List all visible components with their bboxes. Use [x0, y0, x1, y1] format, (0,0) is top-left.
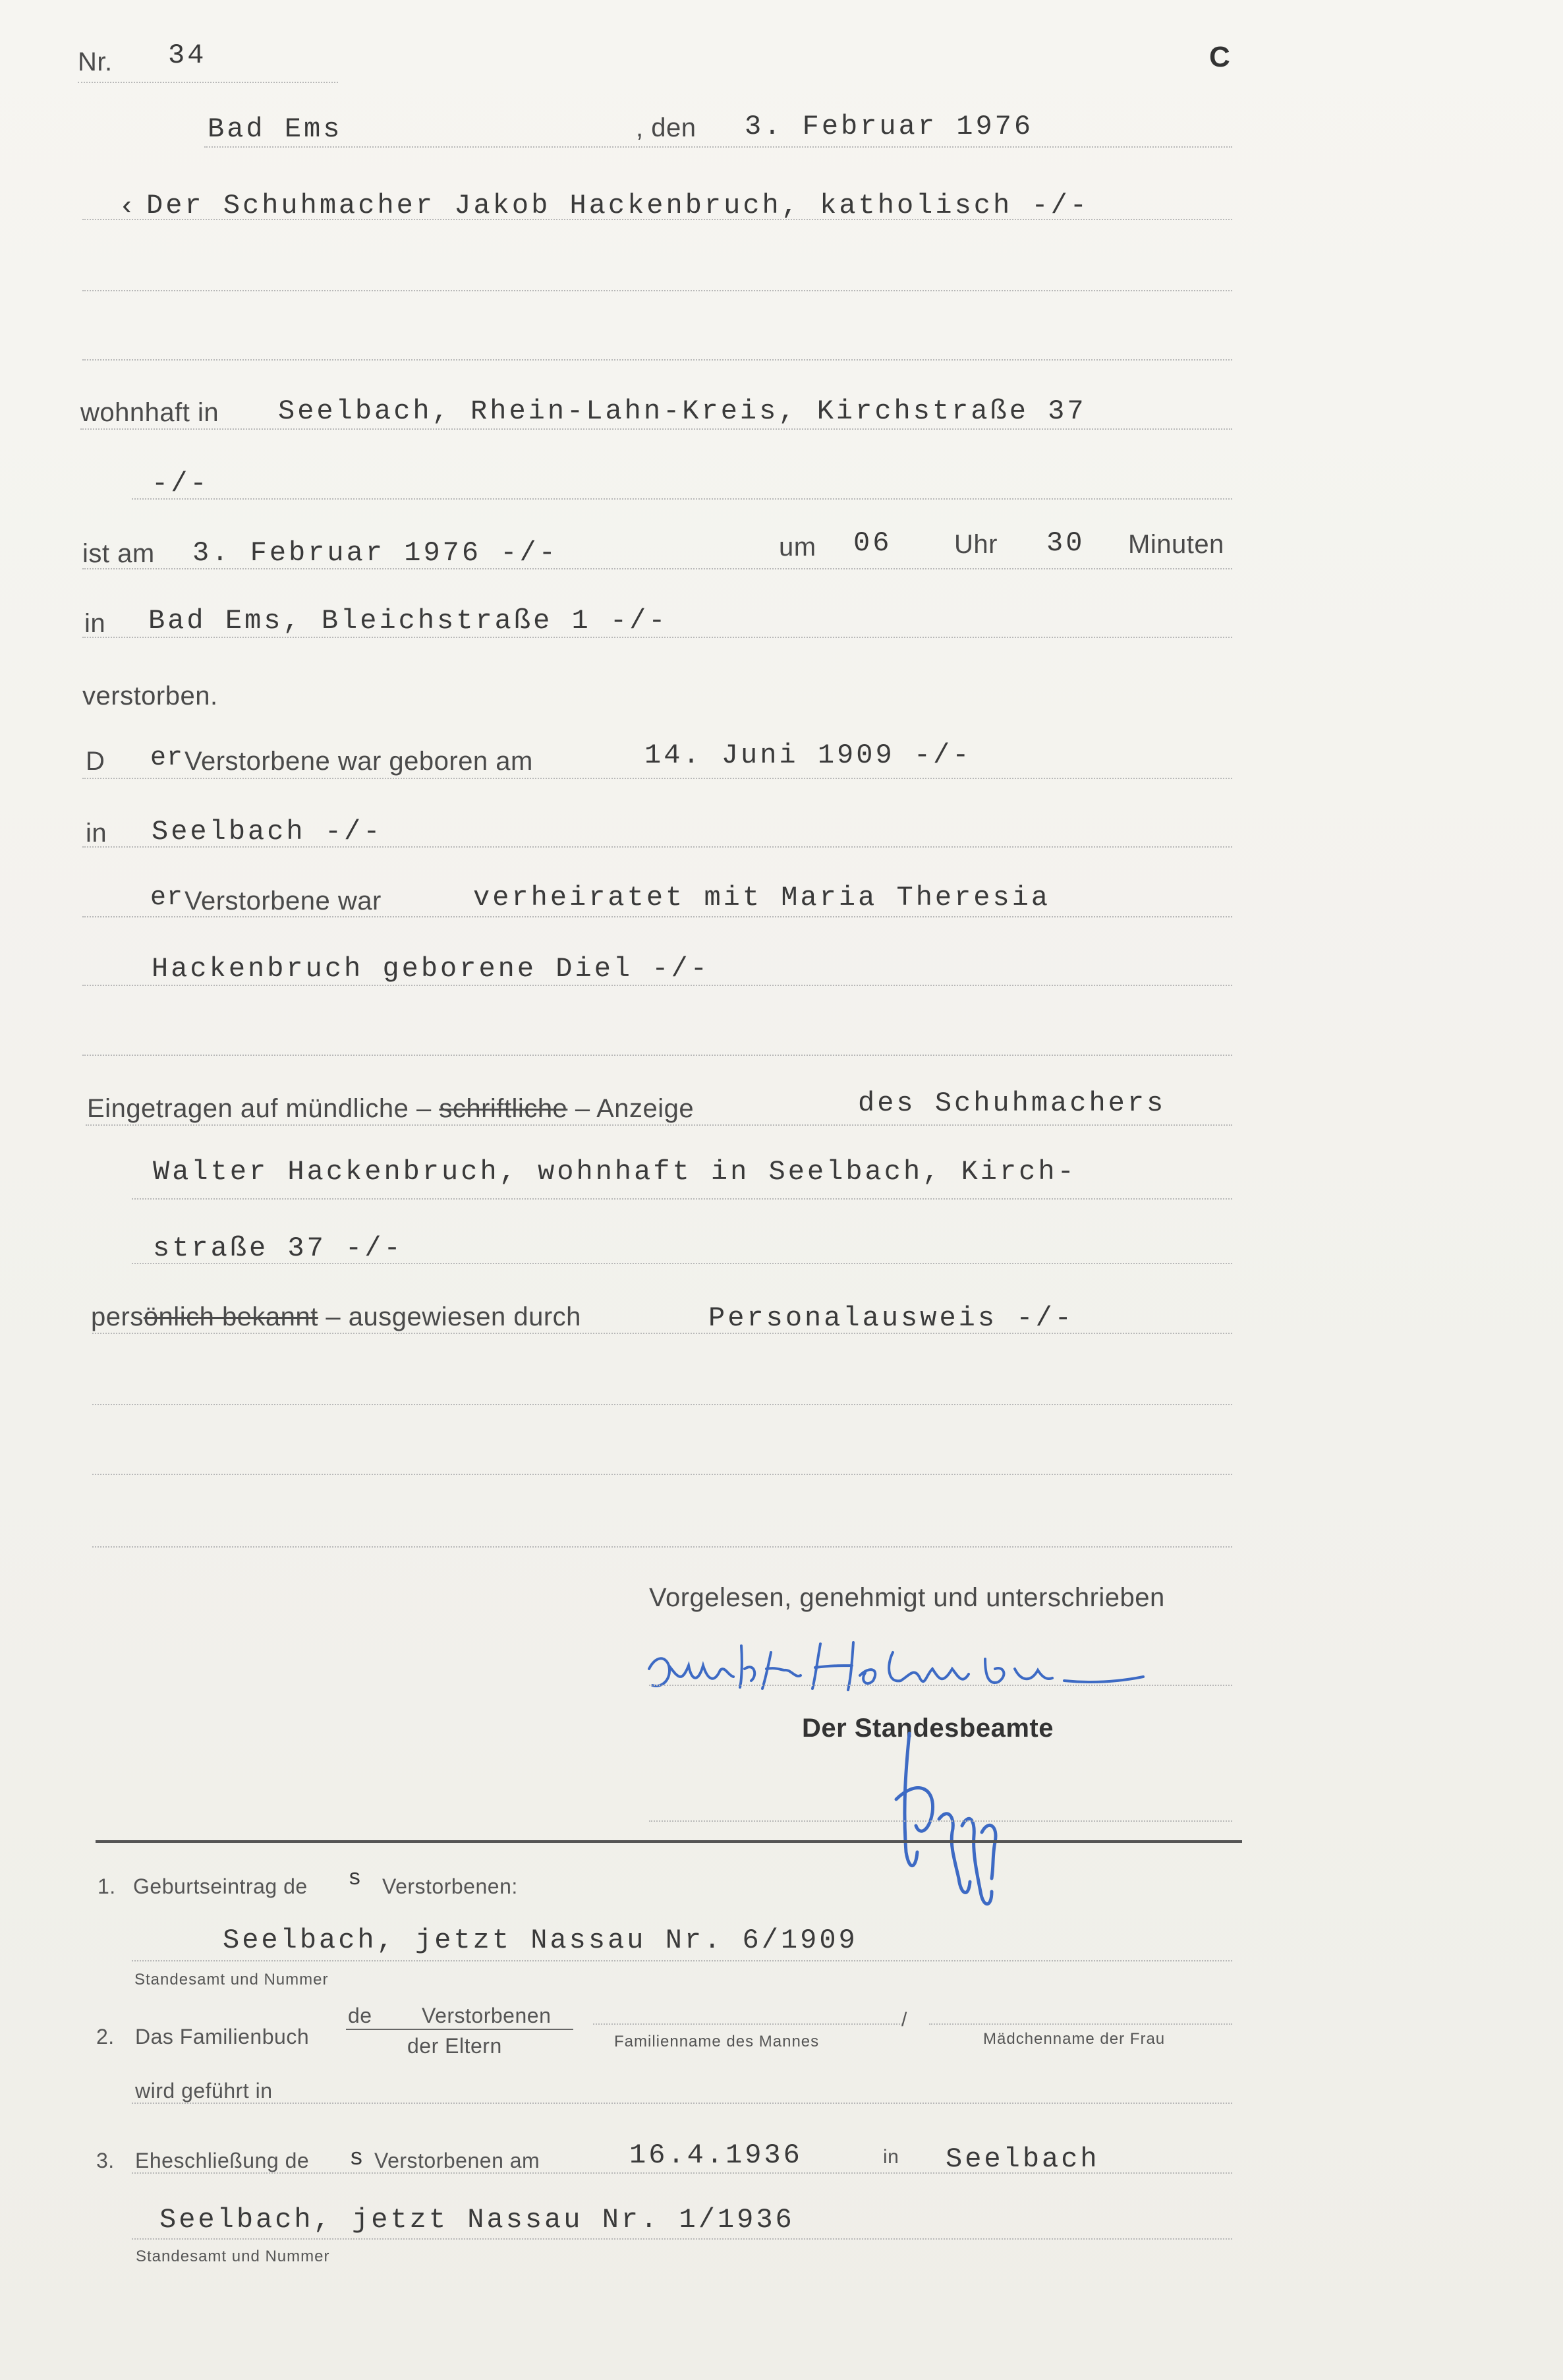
dotted-line — [82, 846, 1232, 848]
birth-place-in-label: in — [86, 819, 107, 848]
dotted-line — [80, 428, 1232, 430]
birth-register-entry: Seelbach, jetzt Nassau Nr. 6/1909 — [223, 1925, 858, 1956]
marital-status-line1: verheiratet mit Maria Theresia — [473, 882, 1051, 914]
deceased-residence: Seelbach, Rhein-Lahn-Kreis, Kirchstraße 37 — [278, 395, 1087, 427]
dotted-line — [82, 1055, 1232, 1056]
dotted-line — [78, 82, 338, 83]
informant-line2: Walter Hackenbruch, wohnhaft in Seelbach, Kirch- — [153, 1156, 1077, 1188]
geboren-label: Verstorbene war geboren am — [185, 747, 533, 776]
dotted-line — [92, 1546, 1232, 1548]
registration-date: 3. Februar 1976 — [745, 111, 1034, 142]
item2-number: 2. — [96, 2025, 115, 2048]
identity-document: Personalausweis -/- — [708, 1302, 1074, 1334]
husband-surname-label: Familienname des Mannes — [614, 2033, 820, 2050]
notification-line — [87, 1094, 694, 1124]
item2-label: Das Familienbuch — [135, 2025, 310, 2048]
dotted-line — [82, 219, 1232, 220]
marriage-date: 16.4.1936 — [629, 2139, 803, 2171]
registrar-label: Der Standesbeamte — [802, 1714, 1054, 1743]
nr-value: 34 — [168, 40, 207, 71]
margin-mark: ‹ — [119, 191, 138, 223]
marriage-place: Seelbach — [946, 2143, 1100, 2175]
notification-prefix: Eingetragen auf mündliche – — [87, 1094, 440, 1123]
dotted-line — [82, 985, 1232, 986]
fraction-line — [346, 2029, 573, 2030]
read-approved-signed: Vorgelesen, genehmigt und unterschrieben — [649, 1583, 1165, 1612]
deceased-declaration: Der Schuhmacher Jakob Hackenbruch, katholisch -/- — [146, 190, 1090, 221]
place-of-registration: Bad Ems — [208, 113, 343, 145]
den-label: , den — [636, 113, 696, 142]
wife-maiden-name-label: Mädchenname der Frau — [983, 2030, 1166, 2048]
nr-label: Nr. — [78, 47, 113, 76]
item1-label-a: Geburtseintrag de — [133, 1874, 308, 1898]
informant-line3: straße 37 -/- — [153, 1233, 403, 1264]
notification-suffix: – Anzeige — [567, 1094, 695, 1123]
marital-label: Verstorbene war — [185, 886, 382, 915]
identity-prefix: pers — [91, 1302, 144, 1331]
verstorben-label: verstorben. — [82, 682, 218, 711]
marriage-register-entry: Seelbach, jetzt Nassau Nr. 1/1936 — [159, 2204, 795, 2236]
form-letter: C — [1209, 41, 1230, 73]
death-place-in-label: in — [84, 609, 106, 638]
dotted-line — [92, 1404, 1232, 1405]
dotted-line — [132, 2172, 1232, 2174]
dotted-line — [132, 2103, 1232, 2104]
item1-number: 1. — [98, 1874, 116, 1898]
informant-signature — [642, 1629, 1183, 1702]
birth-gender-suffix: er — [150, 743, 184, 773]
dotted-line — [82, 637, 1232, 638]
item2-top-option: Verstorbenen — [422, 2004, 552, 2027]
identity-suffix: – ausgewiesen durch — [318, 1302, 581, 1331]
item3-label-a: Eheschließung de — [135, 2149, 310, 2172]
dotted-line — [82, 916, 1232, 917]
item2-bottom-option: der Eltern — [407, 2034, 502, 2058]
dotted-line — [132, 498, 1232, 500]
item1-s: s — [348, 1867, 364, 1892]
item3-s: s — [349, 2145, 366, 2172]
dotted-line — [204, 146, 1232, 148]
ist-am-label: ist am — [82, 539, 155, 568]
dotted-line — [132, 1263, 1232, 1264]
death-hour: 06 — [853, 527, 892, 559]
dotted-line — [92, 1333, 1232, 1334]
birth-d-label: D — [86, 747, 105, 776]
item3-in-label: in — [883, 2146, 899, 2168]
death-place: Bad Ems, Bleichstraße 1 -/- — [148, 605, 668, 637]
item2-slash: / — [901, 2009, 907, 2031]
dotted-line — [593, 2023, 903, 2025]
dotted-line — [82, 778, 1232, 779]
dotted-line — [132, 1198, 1232, 1200]
dotted-line — [649, 1820, 1232, 1822]
identity-line — [91, 1302, 581, 1332]
dotted-line — [649, 1685, 1232, 1686]
item1-sub-label: Standesamt und Nummer — [134, 1971, 329, 1988]
section-divider — [96, 1840, 1242, 1843]
item2-sub-label: wird geführt in — [135, 2079, 273, 2103]
registrar-signature — [876, 1720, 1041, 1911]
birth-date: 14. Juni 1909 -/- — [644, 740, 972, 771]
dotted-line — [929, 2023, 1232, 2025]
dotted-line — [132, 2238, 1232, 2240]
item1-label-b: Verstorbenen: — [382, 1874, 518, 1898]
dotted-line — [82, 290, 1232, 291]
item3-sub-label: Standesamt und Nummer — [136, 2248, 330, 2265]
dotted-line — [82, 359, 1232, 361]
wohnhaft-label: wohnhaft in — [80, 398, 219, 427]
dotted-line — [82, 568, 1232, 569]
notification-struck-option: schriftliche — [439, 1094, 568, 1123]
marital-gender-suffix: er — [150, 883, 184, 913]
dotted-line — [132, 1960, 1232, 1961]
dotted-line — [86, 1124, 1232, 1126]
minuten-label: Minuten — [1128, 530, 1224, 559]
item3-number: 3. — [96, 2149, 115, 2172]
residence-continuation: -/- — [152, 468, 210, 500]
um-label: um — [779, 533, 816, 562]
item2-de: de — [348, 2004, 372, 2027]
item3-label-b: Verstorbenen am — [374, 2149, 540, 2172]
uhr-label: Uhr — [954, 530, 998, 559]
identity-struck-option: önlich bekannt — [143, 1302, 318, 1331]
death-date: 3. Februar 1976 -/- — [192, 537, 558, 569]
marital-status-line2: Hackenbruch geborene Diel -/- — [152, 953, 710, 985]
informant-line1: des Schuhmachers — [858, 1088, 1166, 1119]
birth-place: Seelbach -/- — [152, 816, 383, 848]
death-minutes: 30 — [1046, 527, 1085, 559]
dotted-line — [92, 1474, 1232, 1475]
